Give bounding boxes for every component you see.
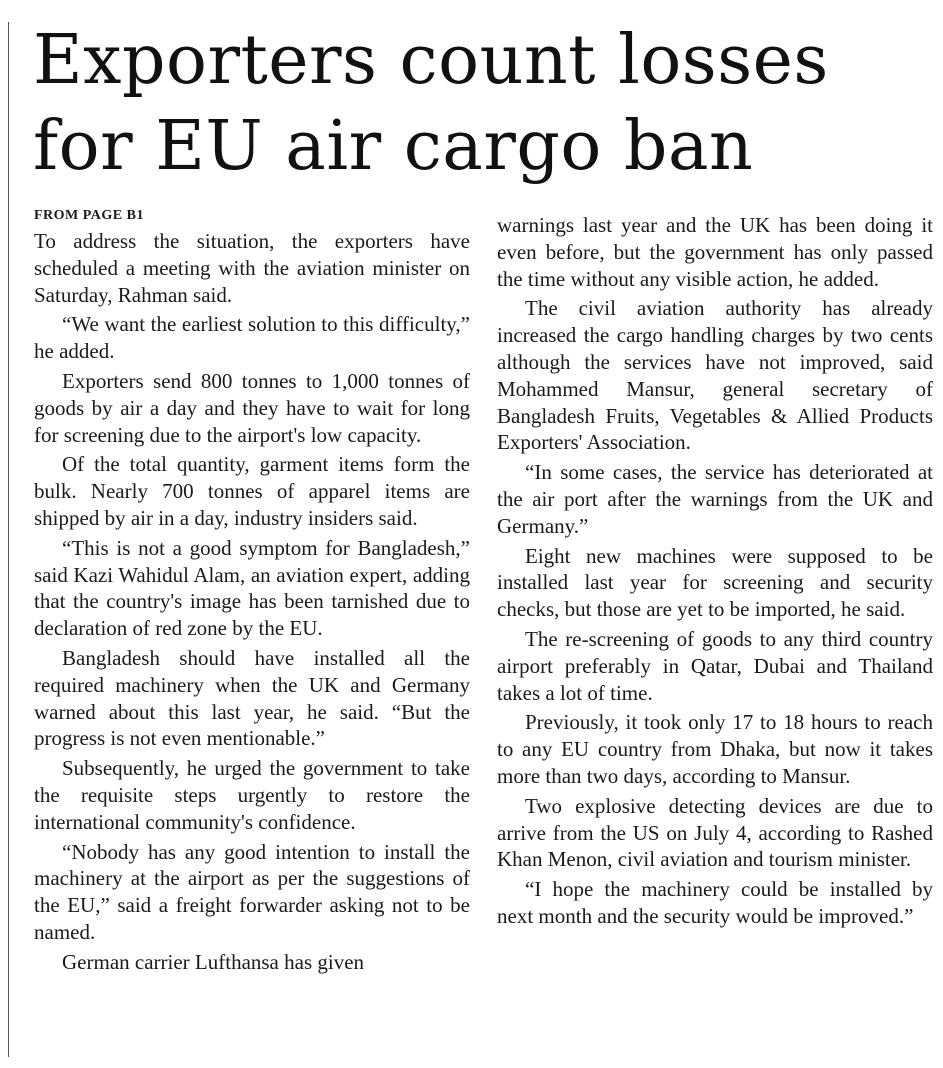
article-paragraph: Eight new machines were supposed to be installed last year for screening and security checks, but those are yet to be imported, he said.: [497, 543, 933, 622]
article-paragraph: Of the total quantity, garment items form the bulk. Nearly 700 tonnes of apparel items are shipped by air in a day, industry insiders said.: [34, 452, 470, 530]
article-paragraph: Two explosive detecting devices are due to arrive from the US on July 4, according to Rashed Khan Menon, civil aviation and tourism minister.: [497, 793, 933, 872]
dateline: FROM PAGE B1: [34, 208, 144, 223]
article-paragraph: Bangladesh should have installed all the required machinery when the UK and Germany warned about this last year, he said. “But the progress is not even mentionable.”: [34, 645, 470, 751]
article-paragraph: The re-screening of goods to any third country airport preferably in Qatar, Dubai and Thailand takes a lot of time.: [497, 626, 933, 705]
article-paragraph: “This is not a good symptom for Bangladesh,” said Kazi Wahidul Alam, an aviation expert, adding that the country's image has been tarnished due to declaration of red zone by the EU.: [34, 535, 470, 641]
article-paragraph: German carrier Lufthansa has given: [62, 949, 365, 974]
column-rule: [8, 22, 9, 1057]
left-column: [34, 206, 470, 976]
article-paragraph: “In some cases, the service has deteriorated at the air port after the warnings from the UK and Germany.”: [497, 460, 933, 538]
article-paragraph: warnings last year and the UK has been doing it even before, but the government has only passed the time without any visible action, he added.: [497, 213, 933, 291]
right-column: [497, 212, 933, 930]
article-paragraph: Exporters send 800 tonnes to 1,000 tonnes of goods by air a day and they have to wait for long for screening due to the airport's low capacity.: [34, 368, 470, 447]
article-paragraph: Previously, it took only 17 to 18 hours to reach to any EU country from Dhaka, but now it takes more than two days, according to Mansur.: [497, 710, 933, 788]
article-paragraph: “I hope the machinery could be installed by next month and the security would be improved.”: [497, 877, 933, 928]
article-paragraph: Subsequently, he urged the government to take the requisite steps urgently to restore the international community's confidence.: [34, 756, 470, 834]
article-paragraph: “Nobody has any good intention to install the machinery at the airport as per the suggestions of the EU,” said a freight forwarder asking not to be named.: [34, 839, 470, 944]
article-paragraph: To address the situation, the exporters have scheduled a meeting with the aviation minister on Saturday, Rahman said.: [34, 229, 470, 307]
article-paragraph: The civil aviation authority has already increased the cargo handling charges by two cents although the services have not improved, said Mohammed Mansur, general secretary of Bangladesh Fruits, Vegetables & Allied Products Exporters' Association.: [497, 296, 933, 455]
headline: Exporters count losses for EU air cargo ban: [33, 21, 829, 186]
article-paragraph: “We want the earliest solution to this difficulty,” he added.: [34, 312, 470, 364]
